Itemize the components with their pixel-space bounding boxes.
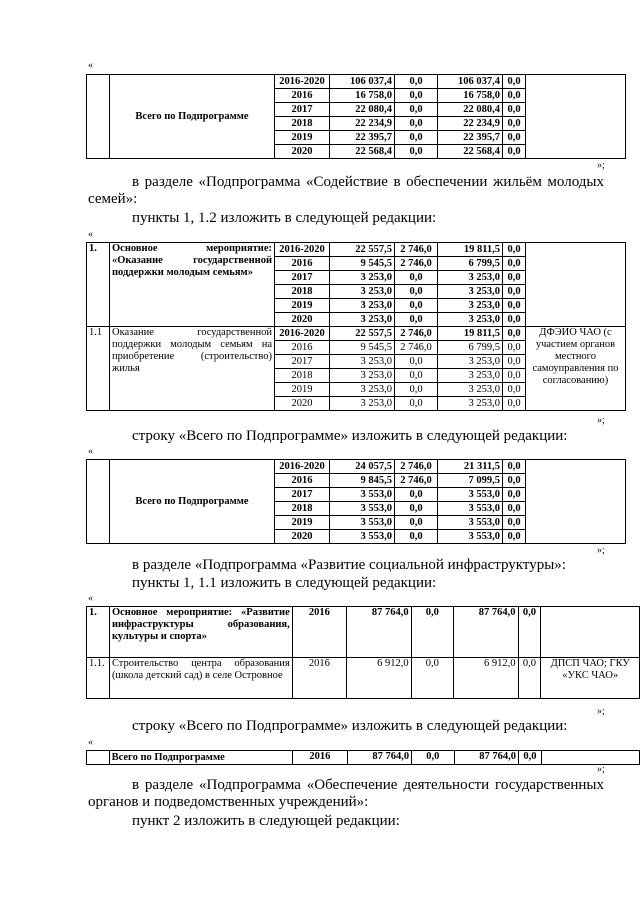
value-cell: 3 553,0 <box>438 530 503 544</box>
year-cell: 2019 <box>275 299 330 313</box>
value-cell: 0,0 <box>395 103 438 117</box>
value-cell: 6 912,0 <box>347 658 411 699</box>
value-cell: 0,0 <box>503 383 526 397</box>
table-social-infra <box>86 606 640 699</box>
value-cell: 0,0 <box>503 355 526 369</box>
executor-cell: ДПСП ЧАО; ГКУ «УКС ЧАО» <box>541 658 640 699</box>
value-cell: 0,0 <box>395 369 438 383</box>
value-cell: 6 799,5 <box>438 257 503 271</box>
value-cell: 3 553,0 <box>438 502 503 516</box>
year-cell: 2016-2020 <box>275 75 330 89</box>
table-row <box>87 75 626 89</box>
value-cell: 0,0 <box>503 341 526 355</box>
value-cell: 22 568,4 <box>438 145 503 159</box>
item-name: Строительство центра образования (школа детский сад) в селе Островное <box>109 658 292 699</box>
item-number: 1.1 <box>87 327 110 411</box>
num-cell <box>87 75 110 159</box>
value-cell: 0,0 <box>503 145 526 159</box>
value-cell: 9 545,5 <box>330 341 395 355</box>
year-cell: 2016-2020 <box>275 460 330 474</box>
value-cell: 0,0 <box>395 285 438 299</box>
year-cell: 2016-2020 <box>275 243 330 257</box>
para-line: в разделе «Подпрограмма «Содействие в обеспечении жильём молодых <box>132 174 604 190</box>
value-cell: 0,0 <box>503 530 526 544</box>
value-cell: 3 253,0 <box>438 383 503 397</box>
value-cell: 87 764,0 <box>347 607 411 658</box>
close-quote: »; <box>597 160 605 171</box>
value-cell: 0,0 <box>395 75 438 89</box>
row-label: Всего по Подпрограмме <box>110 75 275 159</box>
num-cell <box>87 460 110 544</box>
value-cell: 22 395,7 <box>438 131 503 145</box>
row-label: Всего по Подпрограмме <box>110 460 275 544</box>
executor-cell: ДФЭИО ЧАО (с участием органов местного самоуправления по согласованию) <box>526 327 626 411</box>
value-cell: 0,0 <box>519 751 542 765</box>
value-cell: 0,0 <box>395 313 438 327</box>
year-cell: 2019 <box>275 516 330 530</box>
value-cell: 106 037,4 <box>330 75 395 89</box>
item-name: Основное мероприятие: «Оказание государственной поддержки молодым семьям» <box>110 243 275 327</box>
value-cell: 3 253,0 <box>438 397 503 411</box>
year-cell: 2016 <box>275 257 330 271</box>
value-cell: 3 553,0 <box>330 516 395 530</box>
year-cell: 2018 <box>275 117 330 131</box>
open-quote: « <box>88 229 93 240</box>
para-items-1-11: пункты 1, 1.1 изложить в следующей редакции: <box>132 575 437 591</box>
value-cell: 3 253,0 <box>438 299 503 313</box>
value-cell: 7 099,5 <box>438 474 503 488</box>
value-cell: 0,0 <box>395 89 438 103</box>
value-cell: 87 764,0 <box>454 751 519 765</box>
table-young-families <box>86 242 626 411</box>
value-cell: 0,0 <box>503 75 526 89</box>
open-quote: « <box>88 593 93 604</box>
table-total-3 <box>86 750 640 765</box>
value-cell: 0,0 <box>503 488 526 502</box>
table-row <box>87 607 640 658</box>
para-total-line-2: строку «Всего по Подпрограмме» изложить в следующей редакции: <box>132 718 568 734</box>
value-cell: 3 253,0 <box>438 369 503 383</box>
table-row <box>87 751 640 765</box>
value-cell: 3 253,0 <box>330 355 395 369</box>
table-row <box>87 658 640 699</box>
value-cell: 9 545,5 <box>330 257 395 271</box>
open-quote: « <box>88 446 93 457</box>
value-cell: 22 234,9 <box>330 117 395 131</box>
value-cell: 24 057,5 <box>330 460 395 474</box>
value-cell: 3 553,0 <box>330 488 395 502</box>
para-item-2: пункт 2 изложить в следующей редакции: <box>132 813 400 829</box>
open-quote: « <box>88 737 93 748</box>
value-cell: 0,0 <box>395 355 438 369</box>
value-cell: 0,0 <box>503 397 526 411</box>
item-number: 1.1. <box>87 658 110 699</box>
value-cell: 0,0 <box>503 313 526 327</box>
value-cell: 3 553,0 <box>330 530 395 544</box>
value-cell: 0,0 <box>503 299 526 313</box>
value-cell: 0,0 <box>503 89 526 103</box>
para-line: в разделе «Подпрограмма «Обеспечение деятельности государственных <box>132 777 604 793</box>
value-cell: 0,0 <box>503 460 526 474</box>
value-cell: 0,0 <box>395 383 438 397</box>
value-cell: 22 080,4 <box>330 103 395 117</box>
value-cell: 0,0 <box>503 103 526 117</box>
value-cell: 0,0 <box>503 327 526 341</box>
year-cell: 2020 <box>275 313 330 327</box>
value-cell: 6 799,5 <box>438 341 503 355</box>
value-cell: 3 253,0 <box>330 369 395 383</box>
year-cell: 2017 <box>275 488 330 502</box>
value-cell: 3 253,0 <box>438 355 503 369</box>
executor-cell <box>526 75 626 159</box>
value-cell: 87 764,0 <box>454 607 518 658</box>
value-cell: 0,0 <box>395 299 438 313</box>
value-cell: 0,0 <box>503 257 526 271</box>
value-cell: 0,0 <box>411 607 453 658</box>
para-section-gov-bodies <box>88 777 604 811</box>
value-cell: 0,0 <box>395 131 438 145</box>
para-line: семей»: <box>88 191 138 207</box>
close-quote: »; <box>597 545 605 556</box>
value-cell: 2 746,0 <box>395 341 438 355</box>
table-row <box>87 327 626 341</box>
value-cell: 3 553,0 <box>438 488 503 502</box>
value-cell: 19 811,5 <box>438 243 503 257</box>
value-cell: 0,0 <box>503 271 526 285</box>
value-cell: 0,0 <box>503 131 526 145</box>
value-cell: 2 746,0 <box>395 327 438 341</box>
value-cell: 3 553,0 <box>330 502 395 516</box>
year-cell: 2018 <box>275 502 330 516</box>
value-cell: 0,0 <box>395 530 438 544</box>
year-cell: 2016 <box>275 474 330 488</box>
value-cell: 2 746,0 <box>395 460 438 474</box>
year-cell: 2017 <box>275 355 330 369</box>
value-cell: 0,0 <box>503 474 526 488</box>
year-cell: 2017 <box>275 103 330 117</box>
value-cell: 16 758,0 <box>438 89 503 103</box>
value-cell: 3 253,0 <box>438 313 503 327</box>
value-cell: 22 395,7 <box>330 131 395 145</box>
year-cell: 2018 <box>275 285 330 299</box>
value-cell: 22 557,5 <box>330 327 395 341</box>
value-cell: 0,0 <box>411 658 453 699</box>
value-cell: 0,0 <box>395 488 438 502</box>
value-cell: 22 234,9 <box>438 117 503 131</box>
year-cell: 2020 <box>275 397 330 411</box>
value-cell: 0,0 <box>503 369 526 383</box>
table-total-1 <box>86 74 626 159</box>
close-quote: »; <box>597 706 605 717</box>
close-quote: »; <box>597 415 605 426</box>
year-cell: 2016-2020 <box>275 327 330 341</box>
value-cell: 0,0 <box>395 117 438 131</box>
value-cell: 0,0 <box>518 658 541 699</box>
year-cell: 2016 <box>275 89 330 103</box>
value-cell: 22 557,5 <box>330 243 395 257</box>
value-cell: 106 037,4 <box>438 75 503 89</box>
executor-cell <box>541 751 639 765</box>
para-total-line: строку «Всего по Подпрограмме» изложить в следующей редакции: <box>132 428 568 444</box>
item-number: 1. <box>87 243 110 327</box>
year-cell: 2019 <box>275 383 330 397</box>
value-cell: 22 568,4 <box>330 145 395 159</box>
table-total-2 <box>86 459 626 544</box>
value-cell: 22 080,4 <box>438 103 503 117</box>
para-section-young-families <box>88 174 604 208</box>
para-items-1-12: пункты 1, 1.2 изложить в следующей редакции: <box>132 210 437 226</box>
value-cell: 19 811,5 <box>438 327 503 341</box>
item-name: Оказание государственной поддержки молодым семьям на приобретение (строительство) жилья <box>110 327 275 411</box>
table-row <box>87 460 626 474</box>
value-cell: 3 253,0 <box>330 383 395 397</box>
value-cell: 3 253,0 <box>438 285 503 299</box>
value-cell: 16 758,0 <box>330 89 395 103</box>
year-cell: 2017 <box>275 271 330 285</box>
open-quote: « <box>88 60 93 71</box>
value-cell: 0,0 <box>503 285 526 299</box>
value-cell: 3 253,0 <box>438 271 503 285</box>
value-cell: 3 253,0 <box>330 313 395 327</box>
value-cell: 87 764,0 <box>347 751 412 765</box>
value-cell: 2 746,0 <box>395 243 438 257</box>
item-name: Основное мероприятие: «Развитие инфраструктуры образования, культуры и спорта» <box>109 607 292 658</box>
value-cell: 0,0 <box>395 271 438 285</box>
value-cell: 0,0 <box>412 751 454 765</box>
value-cell: 0,0 <box>395 397 438 411</box>
value-cell: 0,0 <box>503 117 526 131</box>
value-cell: 2 746,0 <box>395 474 438 488</box>
value-cell: 0,0 <box>395 516 438 530</box>
year-cell: 2016 <box>292 658 346 699</box>
year-cell: 2016 <box>275 341 330 355</box>
item-number: 1. <box>87 607 110 658</box>
value-cell: 0,0 <box>503 243 526 257</box>
value-cell: 3 253,0 <box>330 299 395 313</box>
value-cell: 0,0 <box>503 502 526 516</box>
executor-cell <box>526 460 626 544</box>
year-cell: 2020 <box>275 530 330 544</box>
year-cell: 2018 <box>275 369 330 383</box>
num-cell <box>87 751 110 765</box>
value-cell: 3 553,0 <box>438 516 503 530</box>
row-label: Всего по Подпрограмме <box>109 751 293 765</box>
value-cell: 3 253,0 <box>330 271 395 285</box>
value-cell: 0,0 <box>395 502 438 516</box>
value-cell: 0,0 <box>395 145 438 159</box>
year-cell: 2016 <box>293 751 347 765</box>
value-cell: 3 253,0 <box>330 397 395 411</box>
year-cell: 2020 <box>275 145 330 159</box>
value-cell: 2 746,0 <box>395 257 438 271</box>
executor-cell <box>526 243 626 327</box>
table-row <box>87 243 626 257</box>
value-cell: 3 253,0 <box>330 285 395 299</box>
para-line: органов и подведомственных учреждений»: <box>88 794 369 810</box>
executor-cell <box>541 607 640 658</box>
value-cell: 9 845,5 <box>330 474 395 488</box>
value-cell: 21 311,5 <box>438 460 503 474</box>
value-cell: 0,0 <box>518 607 541 658</box>
close-quote: »; <box>597 764 605 775</box>
value-cell: 6 912,0 <box>454 658 518 699</box>
year-cell: 2016 <box>292 607 346 658</box>
value-cell: 0,0 <box>503 516 526 530</box>
year-cell: 2019 <box>275 131 330 145</box>
para-section-social-infra: в разделе «Подпрограмма «Развитие социальной инфраструктуры»: <box>132 557 566 573</box>
